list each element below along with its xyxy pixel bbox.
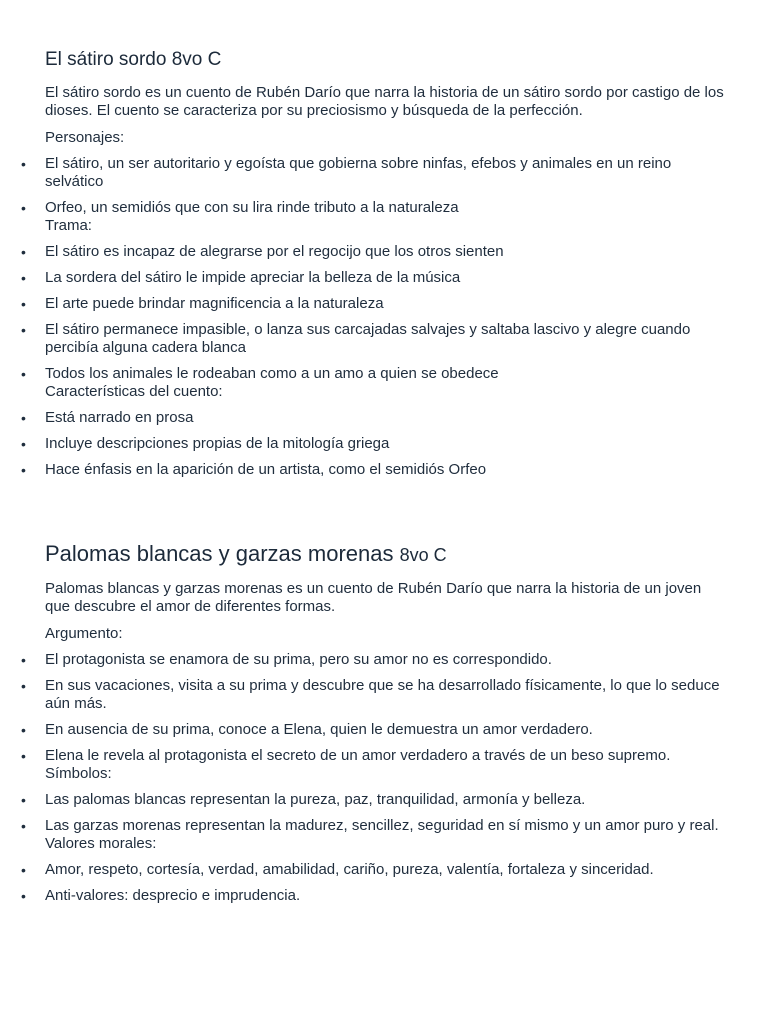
section-el-satiro-sordo bbox=[0, 46, 768, 479]
list-item: • El sátiro permanece impasible, o lanza sus carcajadas salvajes y saltaba lascivo y alegre cuando percibía alguna cadera blanca bbox=[21, 321, 691, 356]
bullet-icon: • bbox=[21, 652, 26, 668]
list-item: • Incluye descripciones propias de la mitología griega bbox=[21, 435, 390, 452]
bullet-icon: • bbox=[21, 678, 26, 694]
bullet-list bbox=[0, 155, 768, 479]
list-item: • Todos los animales le rodeaban como a un amo a quien se obedece Características del cuento: bbox=[0, 365, 768, 401]
list-item: • Está narrado en prosa bbox=[21, 409, 194, 426]
bullet-icon: • bbox=[21, 322, 26, 338]
list-item: • Las garzas morenas representan la madurez, sencillez, seguridad en sí mismo y un amor puro y real. Valores morales: bbox=[0, 817, 768, 853]
list-item: • Anti-valores: desprecio e imprudencia. bbox=[21, 887, 301, 904]
list-item: • En ausencia de su prima, conoce a Elena, quien le demuestra un amor verdadero. bbox=[21, 721, 593, 738]
personajes-label: Personajes: bbox=[45, 129, 125, 146]
list-item: • Amor, respeto, cortesía, verdad, amabilidad, cariño, pureza, valentía, fortaleza y sinceridad. bbox=[21, 861, 654, 878]
bullet-icon: • bbox=[21, 366, 26, 382]
list-item: • Orfeo, un semidiós que con su lira rinde tributo a la naturaleza Trama: bbox=[0, 199, 768, 235]
bullet-icon: • bbox=[21, 244, 26, 260]
list-item: • Las palomas blancas representan la pureza, paz, tranquilidad, armonía y belleza. bbox=[21, 791, 586, 808]
list-item: • El protagonista se enamora de su prima, pero su amor no es correspondido. bbox=[21, 651, 552, 668]
section-palomas-blancas bbox=[0, 539, 768, 905]
list-item: • Elena le revela al protagonista el secreto de un amor verdadero a través de un beso supremo. Símbolos: bbox=[0, 747, 768, 783]
bullet-icon: • bbox=[21, 888, 26, 904]
bullet-icon: • bbox=[21, 436, 26, 452]
bullet-icon: • bbox=[21, 200, 26, 216]
bullet-icon: • bbox=[21, 862, 26, 878]
class-suffix: 8vo C bbox=[399, 545, 447, 565]
list-item: • En sus vacaciones, visita a su prima y descubre que se ha desarrollado físicamente, lo que lo seduce aún más. bbox=[21, 677, 720, 712]
valores-label: Valores morales: bbox=[45, 835, 157, 852]
bullet-icon: • bbox=[21, 748, 26, 764]
bullet-icon: • bbox=[21, 722, 26, 738]
caracteristicas-label: Características del cuento: bbox=[45, 383, 223, 400]
bullet-icon: • bbox=[21, 410, 26, 426]
list-item: • Hace énfasis en la aparición de un artista, como el semidiós Orfeo bbox=[21, 461, 487, 478]
list-item: • El sátiro es incapaz de alegrarse por el regocijo que los otros sienten bbox=[21, 243, 504, 260]
argumento-label: Argumento: bbox=[45, 625, 123, 642]
bullet-icon: • bbox=[21, 156, 26, 172]
bullet-icon: • bbox=[21, 792, 26, 808]
trama-label: Trama: bbox=[45, 217, 92, 234]
list-item: • El arte puede brindar magnificencia a la naturaleza bbox=[21, 295, 384, 312]
list-item: • El sátiro, un ser autoritario y egoísta que gobierna sobre ninfas, efebos y animales en un reino selvático bbox=[21, 155, 672, 190]
intro-paragraph: Palomas blancas y garzas morenas es un cuento de Rubén Darío que narra la historia de un joven que descubre el amor de diferentes formas. bbox=[45, 580, 702, 615]
section-title: Palomas blancas y garzas morenas 8vo C bbox=[45, 541, 447, 566]
bullet-icon: • bbox=[21, 296, 26, 312]
bullet-list bbox=[0, 651, 768, 905]
bullet-icon: • bbox=[21, 462, 26, 478]
bullet-icon: • bbox=[21, 270, 26, 286]
list-item: • La sordera del sátiro le impide apreciar la belleza de la música bbox=[21, 269, 461, 286]
section-title: El sátiro sordo 8vo C bbox=[45, 49, 222, 70]
intro-paragraph: El sátiro sordo es un cuento de Rubén Darío que narra la historia de un sátiro sordo por castigo de los dioses. El cuento se caracteriza por su preciosismo y búsqueda de la perfección. bbox=[45, 84, 724, 119]
bullet-icon: • bbox=[21, 818, 26, 834]
simbolos-label: Símbolos: bbox=[45, 765, 112, 782]
